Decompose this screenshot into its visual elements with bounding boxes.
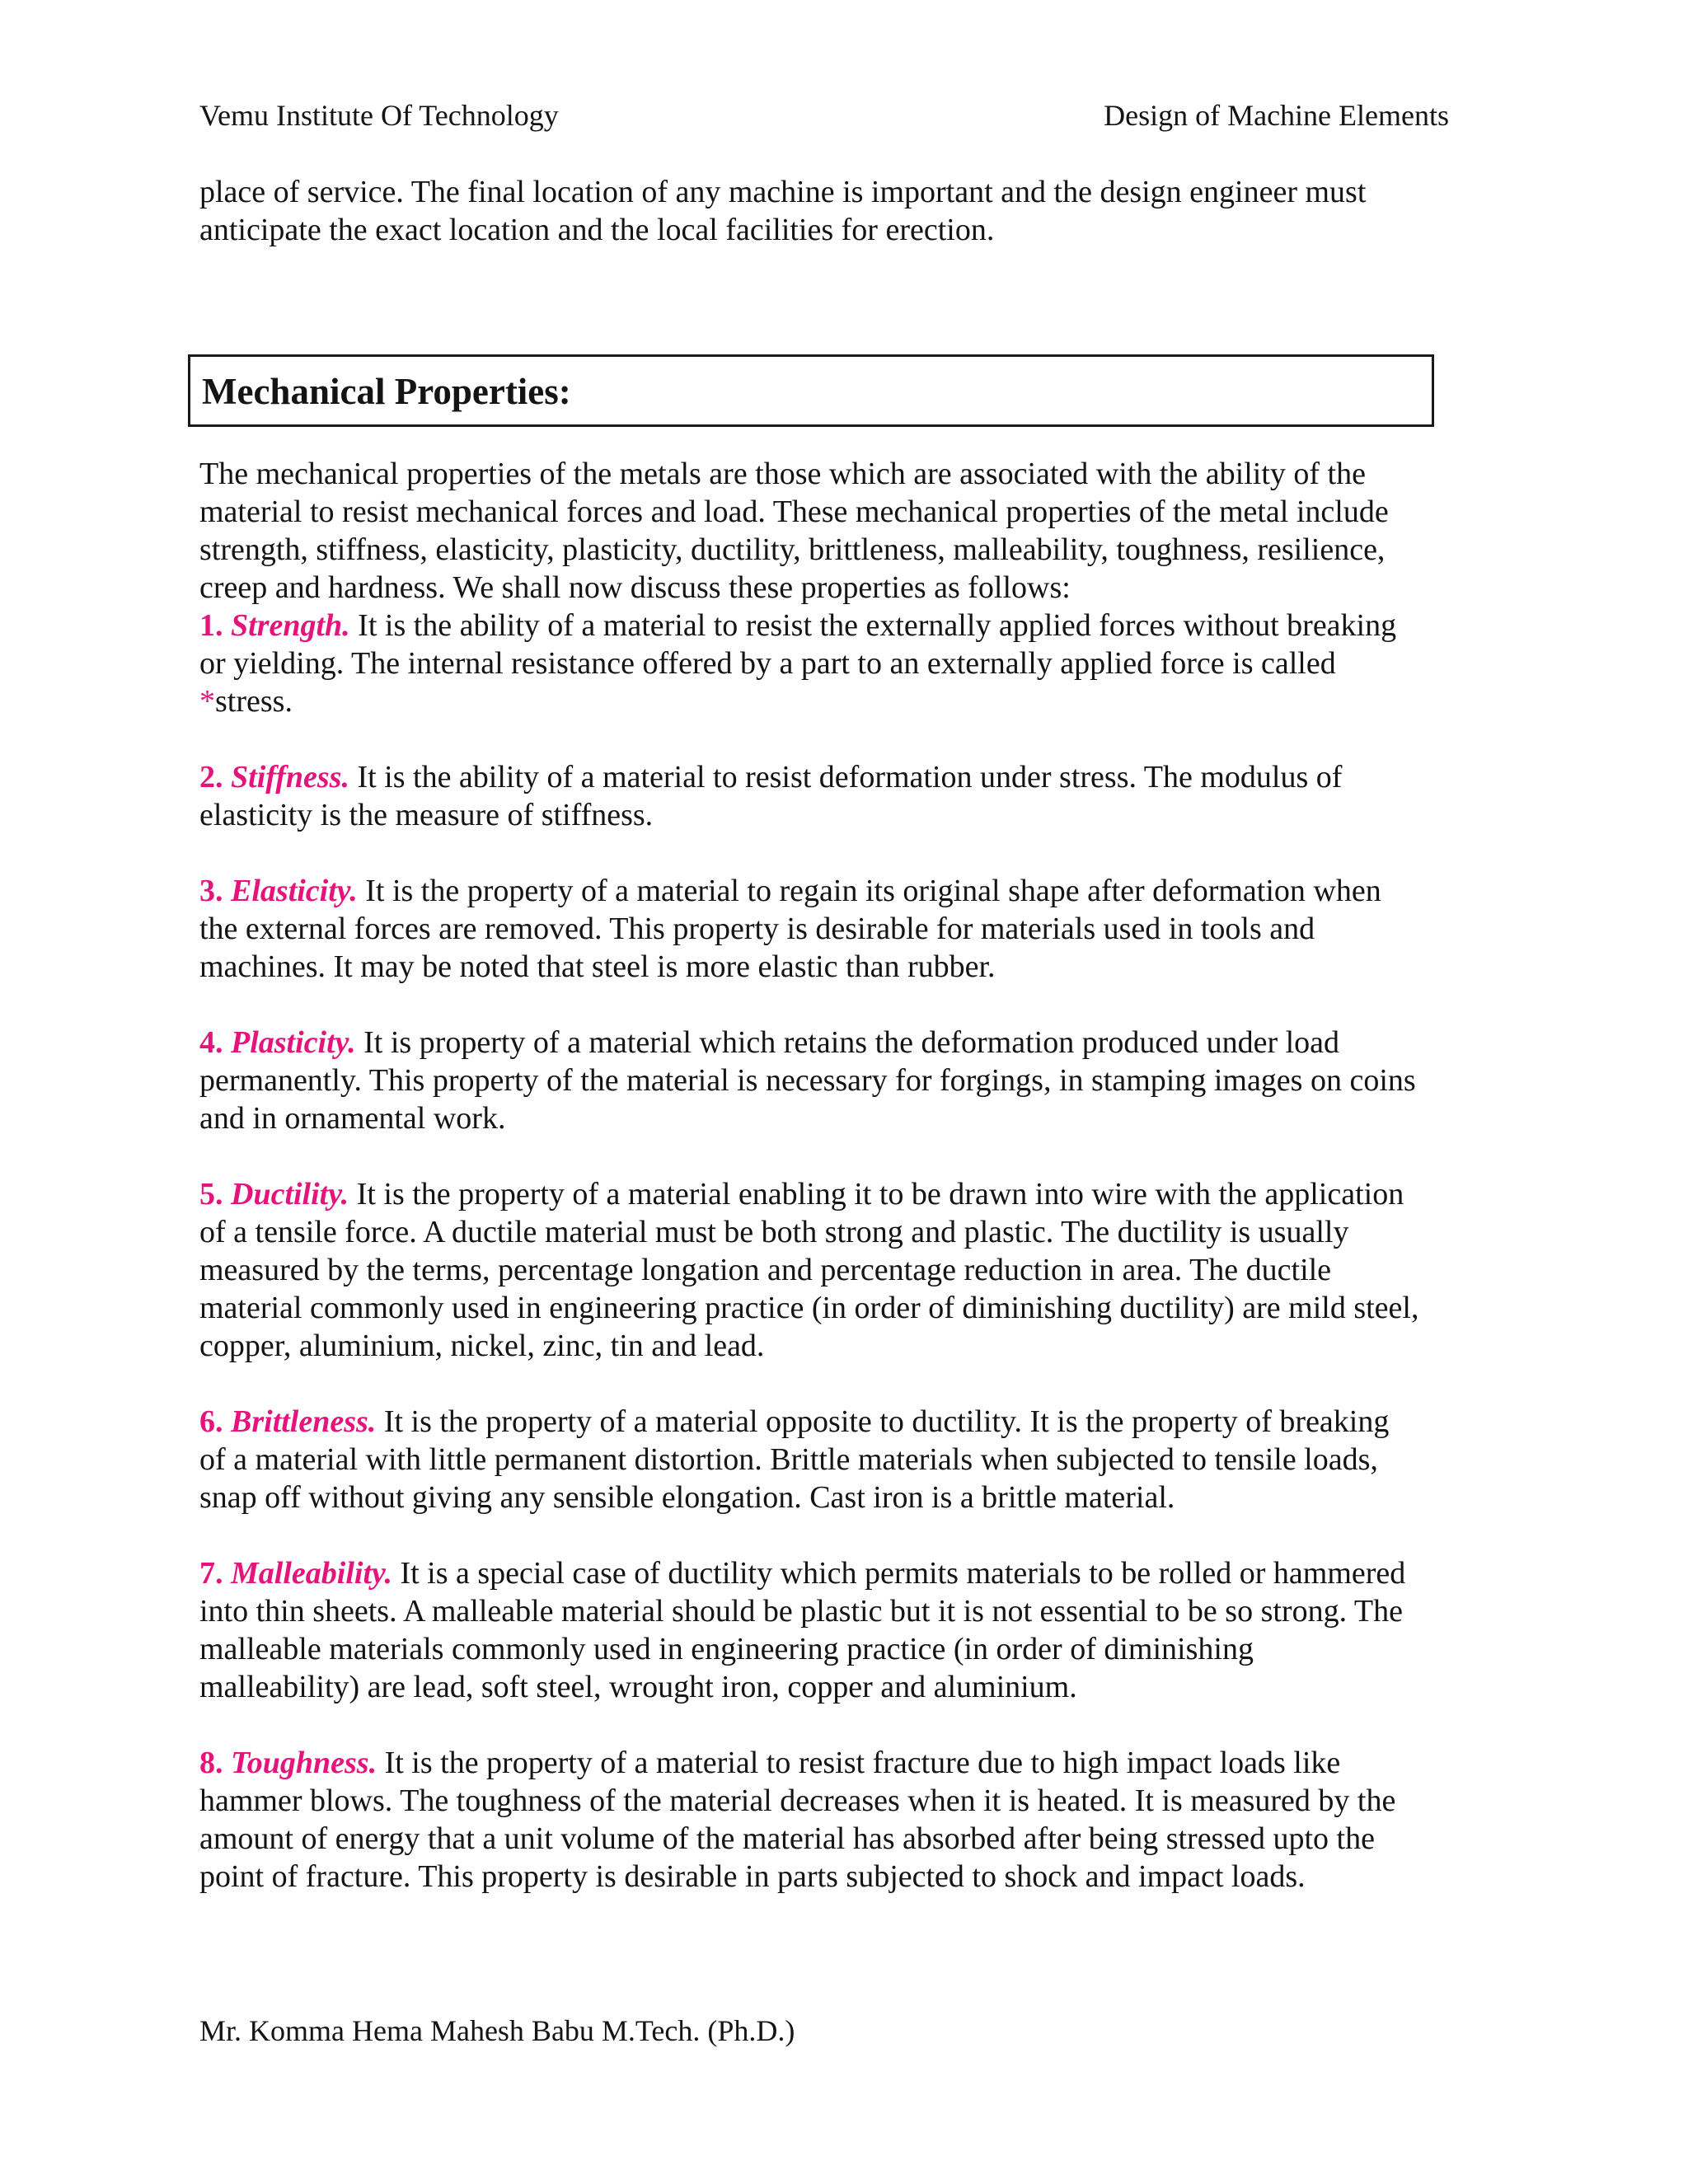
property-line: malleability) are lead, soft steel, wrought iron, copper and aluminium.	[199, 1670, 1077, 1704]
property-plasticity	[199, 1024, 1502, 1137]
property-text: It is the property of a material to regain its original shape after deformation when	[357, 874, 1381, 908]
property-line: of a material with little permanent distortion. Brittle materials when subjected to tensile loads,	[199, 1442, 1378, 1477]
property-number: 8.	[199, 1746, 223, 1780]
property-number: 6.	[199, 1404, 223, 1439]
overview-line: The mechanical properties of the metals are those which are associated with the ability of the	[199, 457, 1366, 491]
property-line: permanently. This property of the material is necessary for forgings, in stamping images on coins	[199, 1063, 1416, 1098]
section-heading-box	[188, 354, 1434, 427]
intro-line: place of service. The final location of any machine is important and the design engineer must	[199, 175, 1367, 209]
property-line: measured by the terms, percentage longation and percentage reduction in area. The ductile	[199, 1253, 1332, 1287]
property-text: It is the property of a material to resist fracture due to high impact loads like	[377, 1746, 1341, 1780]
property-line	[199, 1024, 1502, 1062]
property-line: snap off without giving any sensible elongation. Cast iron is a brittle material.	[199, 1480, 1175, 1515]
property-term: Plasticity.	[231, 1025, 356, 1060]
property-line	[199, 1554, 1502, 1592]
property-toughness	[199, 1744, 1502, 1896]
property-line	[199, 607, 1502, 644]
property-line: malleable materials commonly used in engineering practice (in order of diminishing	[199, 1632, 1254, 1666]
property-line: material commonly used in engineering practice (in order of diminishing ductility) are mild steel,	[199, 1291, 1419, 1325]
property-text: It is property of a material which retains the deformation produced under load	[355, 1025, 1340, 1060]
property-term: Toughness.	[231, 1746, 377, 1780]
property-term: Stiffness.	[231, 760, 349, 794]
property-term: Brittleness.	[231, 1404, 377, 1439]
property-term: Malleability.	[231, 1556, 392, 1591]
property-number: 3.	[199, 874, 223, 908]
property-malleability	[199, 1554, 1502, 1706]
property-text: It is the property of a material enabling it to be drawn into wire with the application	[349, 1177, 1404, 1212]
property-term: Ductility.	[231, 1177, 349, 1212]
property-text: stress.	[215, 684, 293, 719]
property-line	[199, 872, 1502, 910]
property-line	[199, 682, 1502, 720]
intro-line: anticipate the exact location and the local facilities for erection.	[199, 213, 995, 247]
property-number: 1.	[199, 608, 223, 643]
properties-body	[199, 455, 1502, 1896]
property-number: 7.	[199, 1556, 223, 1591]
property-line	[199, 758, 1502, 796]
overview-line: creep and hardness. We shall now discuss these properties as follows:	[199, 570, 1071, 605]
property-line: machines. It may be noted that steel is more elastic than rubber.	[199, 949, 996, 984]
header-subject: Design of Machine Elements	[1104, 99, 1449, 132]
property-number: 5.	[199, 1177, 223, 1212]
property-line: or yielding. The internal resistance offered by a part to an externally applied force is called	[199, 646, 1336, 681]
property-line: and in ornamental work.	[199, 1101, 506, 1136]
property-number: 4.	[199, 1025, 223, 1060]
property-strength	[199, 607, 1502, 720]
property-line: hammer blows. The toughness of the material decreases when it is heated. It is measured by the	[199, 1783, 1396, 1818]
property-line	[199, 1744, 1502, 1782]
property-line: elasticity is the measure of stiffness.	[199, 798, 654, 832]
page-header	[199, 97, 1449, 134]
property-stiffness	[199, 758, 1502, 834]
footer-author: Mr. Komma Hema Mahesh Babu M.Tech. (Ph.D.)	[199, 2014, 795, 2047]
property-number: 2.	[199, 760, 223, 794]
property-line: point of fracture. This property is desirable in parts subjected to shock and impact loads.	[199, 1859, 1306, 1894]
page-footer	[199, 2013, 795, 2049]
property-line: of a tensile force. A ductile material must be both strong and plastic. The ductility is usually	[199, 1215, 1349, 1249]
property-term: Strength.	[231, 608, 350, 643]
overview-line: material to resist mechanical forces and load. These mechanical properties of the metal include	[199, 494, 1389, 529]
overview-paragraph	[199, 455, 1502, 607]
property-text: It is a special case of ductility which permits materials to be rolled or hammered	[392, 1556, 1406, 1591]
property-line: copper, aluminium, nickel, zinc, tin and lead.	[199, 1329, 765, 1363]
property-line: the external forces are removed. This property is desirable for materials used in tools and	[199, 912, 1315, 946]
property-term: Elasticity.	[231, 874, 358, 908]
property-brittleness	[199, 1403, 1502, 1516]
property-line	[199, 1175, 1502, 1213]
property-text: It is the property of a material opposite to ductility. It is the property of breaking	[376, 1404, 1390, 1439]
property-line: amount of energy that a unit volume of the material has absorbed after being stressed upto the	[199, 1821, 1375, 1856]
property-ductility	[199, 1175, 1502, 1365]
overview-line: strength, stiffness, elasticity, plasticity, ductility, brittleness, malleability, toughness, resilience,	[199, 532, 1386, 567]
property-line	[199, 1403, 1502, 1441]
property-line: into thin sheets. A malleable material should be plastic but it is not essential to be so strong. The	[199, 1594, 1403, 1629]
section-title: Mechanical Properties:	[202, 371, 571, 412]
property-text: It is the ability of a material to resist deformation under stress. The modulus of	[349, 760, 1343, 794]
header-institute: Vemu Institute Of Technology	[199, 99, 559, 132]
property-text: It is the ability of a material to resist the externally applied forces without breaking	[349, 608, 1397, 643]
footnote-star: *	[199, 684, 215, 719]
property-elasticity	[199, 872, 1502, 986]
intro-paragraph	[199, 173, 1502, 249]
